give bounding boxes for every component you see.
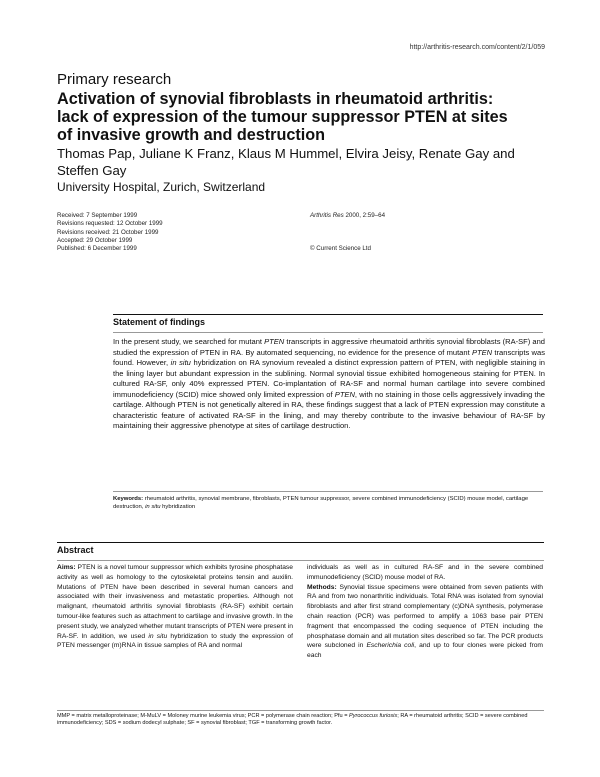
statement-text [113,337,545,432]
footnote-text: MMP = matrix metalloproteinase; M-MuLV = Moloney murine leukemia virus; PCR = polymerase chain reaction; Pfu = [57,713,350,719]
methods-text: Synovial tissue specimens were obtained from seven patients with RA and from two nonarthritic individuals. Total RNA was isolated from synovial fibroblasts and after first strand complementary (c)DNA synthesis, polymerase chain reaction (PCR) was performed to amplify a 1063 base pair PTEN fragment that encompassed the coding sequence of PTEN including the phosphatase domain and all mutation sites described so far. The PCR products were subcloned in [307,583,543,650]
section-rule [113,491,543,492]
statement-insitu-italic: in situ [170,358,191,367]
methods-text: , and up to four clones were picked from each [307,642,543,660]
affiliation: University Hospital, Zurich, Switzerland [57,180,266,194]
footnote-text: ; RA = rheumatoid arthritis; SCID = severe combined immunodeficiency; SDS = sodium dodecyl sulphate; SF = synovial fibroblast; TGF = transforming growth factor. [57,713,528,727]
copyright: © Current Science Ltd [310,245,371,252]
footnote-italic: Pyrococcus furiosis [349,713,398,719]
citation [310,212,385,219]
date-accepted: Accepted: 29 October 1999 [57,236,133,244]
keywords-label: Keywords: [113,496,144,502]
statement-part: transcripts in aggressive rheumatoid arthritis synovial fibroblasts (RA-SF) and studied the expression of PTEN in RA. By automated sequencing, no evidence for the presence of mutant [113,337,545,357]
aims-text: PTEN is a novel tumour suppressor which exhibits tyrosine phosphatase activity as well as homology to the cytoskeletal proteins tensin and auxilin. Mutations of PTEN have been described in several human cancers and associated with their invasiveness and metastatic properties. Although not malignant, rheumatoid arthritis synovial fibroblasts (RA-SF) exhibit certain tumour-like features such as attachment to cartilage and invasive growth. In the present study, we analyzed whether mutant transcripts of PTEN were present in RA-SF. In addition, we used [57,564,293,640]
date-received: Received: 7 September 1999 [57,212,138,219]
section-rule [113,332,543,333]
aims-continued-text: individuals as well as in cultured RA-SF and in the severe combined immunodeficiency (SCID) mouse model of RA. [307,564,543,581]
statement-part: hybridization on RA synovium revealed a distinct expression pattern of PTEN, with negligible staining in the lining layer but abundant expression in the sublining. Normal synovial tissue exhibited homogeneous staining for PTEN. In cultured RA-SF, only 40% expressed PTEN. Co-implantation of RA-SF and normal human cartilage into severe combined immunodeficiency (SCID) mice showed only limited expression of [113,358,545,399]
article-title: Activation of synovial fibroblasts in rheumatoid arthritis: lack of expression of the tumour suppressor PTEN at sites of invasive growth and destruction [57,90,508,144]
date-revisions-requested: Revisions requested: 12 October 1999 [57,220,163,228]
aims-italic: in situ [148,632,168,640]
abbreviations-footnote [57,713,544,728]
keywords-text: rheumatoid arthritis, synovial membrane, fibroblasts, PTEN tumour suppressor, severe combined immunodeficiency (SCID) mouse model, cartilage destruction, [113,496,529,510]
aims-text: hybridization to study the expression of PTEN messenger (m)RNA in tissue samples of RA and normal [57,632,293,650]
citation-journal: Arthritis Res [310,212,344,219]
section-rule [113,314,543,315]
statement-part: , with no staining in those cells aggressively invading the cartilage. Although PTEN is not genetically altered in RA, these findings suggest that a lack of PTEN expression may constitute a characteristic feature of activated RA-SF in the lining, and may thereby contribute to the invasive behaviour of RA-SF by maintaining their aggressive phenotype at sites of cartilage destruction. [113,389,545,430]
keywords [113,496,545,512]
citation-details: 2000, 2:59–64 [345,212,386,219]
methods-italic: Escherichia coli [366,642,415,650]
date-revisions-received: Revisions received: 21 October 1999 [57,228,159,236]
section-rule [57,560,544,561]
abstract-column-right [307,563,543,661]
abstract-heading: Abstract [57,545,94,555]
statement-part: In the present study, we searched for mutant [113,337,265,346]
article-type: Primary research [57,71,172,88]
section-rule [57,542,544,543]
statement-part: transcripts was found. However, [113,347,545,367]
keywords-italic: in situ [145,503,161,510]
abstract-column-left [57,563,293,651]
statement-gene-italic: PTEN [264,337,285,346]
footnote-rule [57,710,544,711]
publication-dates [57,212,163,253]
statement-gene-italic: PTEN [471,347,493,357]
author-list: Thomas Pap, Juliane K Franz, Klaus M Hummel, Elvira Jeisy, Renate Gay and Steffen Gay [57,146,515,178]
methods-label: Methods: [307,583,337,591]
date-published: Published: 6 December 1999 [57,245,137,253]
statement-heading: Statement of findings [113,317,205,327]
keywords-end: hybridization [160,503,196,510]
aims-label: Aims: [57,564,76,571]
statement-gene-italic: PTEN [334,389,355,399]
journal-url: http://arthritis-research.com/content/2/1/059 [409,44,545,51]
